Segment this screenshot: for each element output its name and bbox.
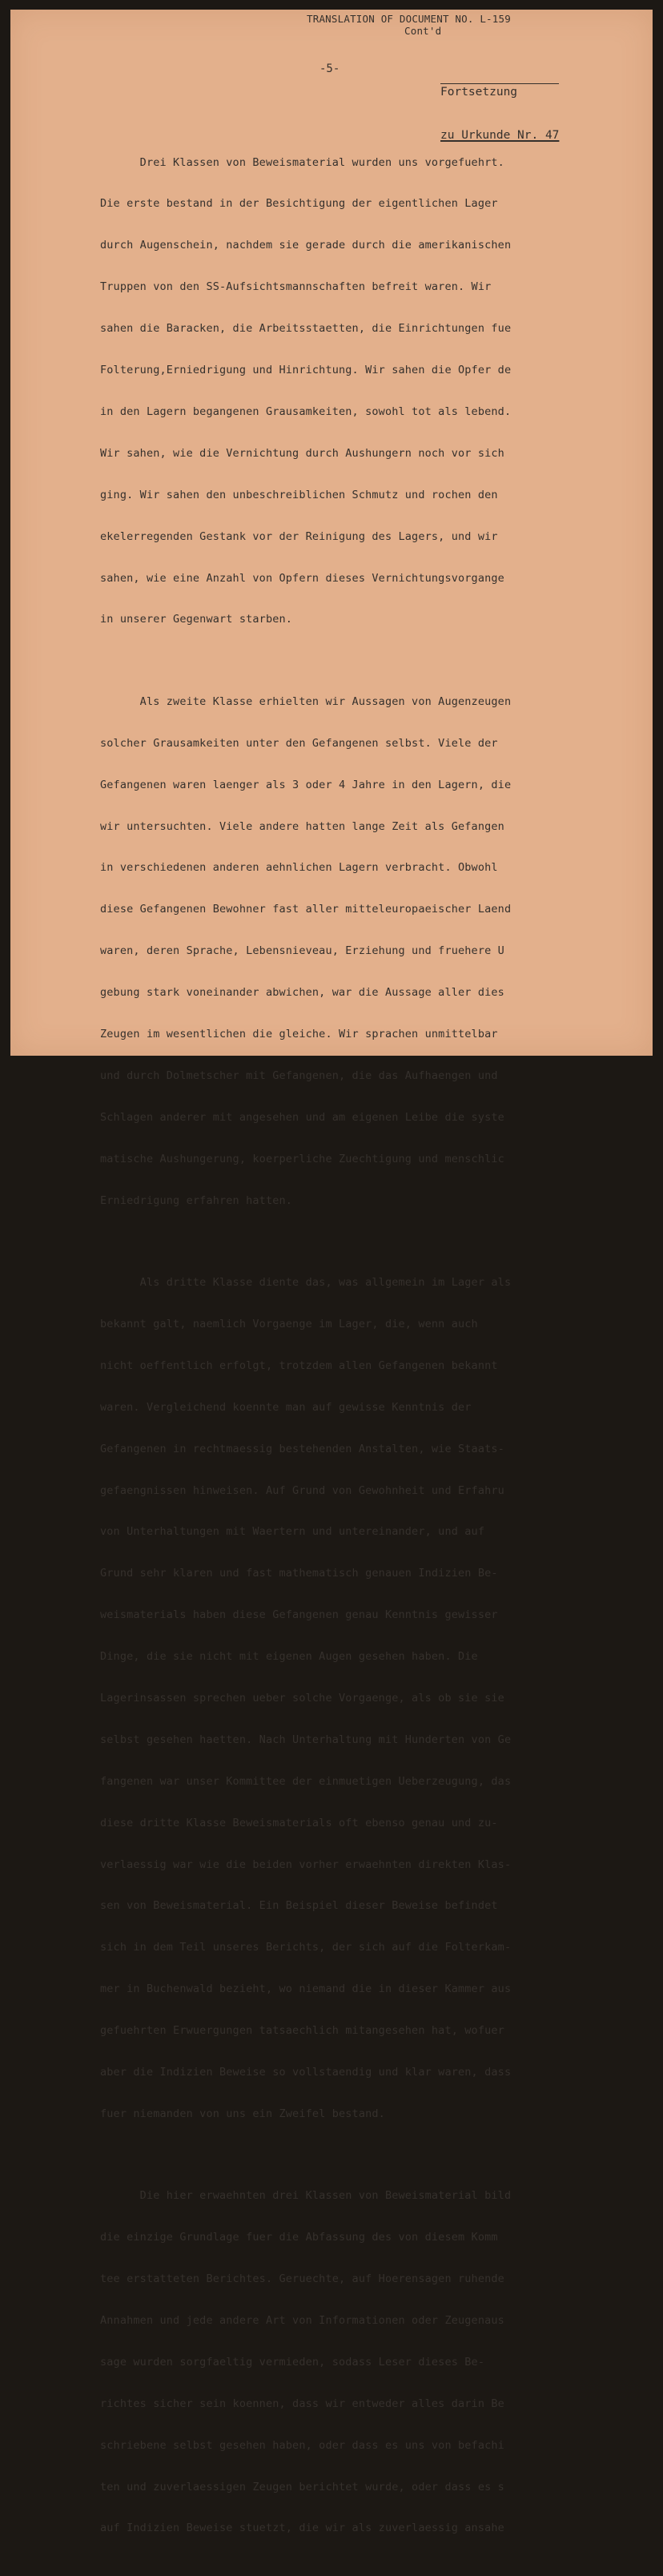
text-line: durch Augenschein, nachdem sie gerade durch die amerikanischen [100,239,512,252]
paragraph-2 [10,667,653,1235]
text-line: sich in dem Teil unseres Berichts, der sich auf die Folterkam- [100,1941,512,1954]
text-line: fuer niemanden von uns ein Zweifel bestand. [100,2107,385,2120]
text-line: gefaengnissen hinweisen. Auf Grund von Gewohnheit und Erfahru [100,1483,504,1497]
text-line: Gefangenen waren laenger als 3 oder 4 Jahre in den Lagern, die [100,778,512,791]
text-line: gefuehrten Erwuergungen tatsaechlich mitangesehen hat, wofuer [100,2024,504,2038]
text-line: sen von Beweismaterial. Ein Beispiel dieser Beweise befindet [100,1899,498,1913]
translation-header-title: TRANSLATION OF DOCUMENT NO. L-159 [307,13,511,25]
text-line: Lagerinsassen sprechen ueber solche Vorgaenge, als ob sie sie [100,1691,504,1705]
text-line: Als zweite Klasse erhielten wir Aussagen von Augenzeugen [100,694,512,708]
page-number: -5- [319,62,340,75]
text-line: schriebene selbst gesehen haben, oder dass es uns von befachi [100,2438,504,2452]
translation-header-contd: Cont'd [404,25,442,37]
text-line: bekannt galt, naemlich Vorgaenge im Lager, die, wenn auch [100,1317,478,1330]
text-line: ging. Wir sahen den unbeschreiblichen Schmutz und rochen den [100,488,498,501]
document-page [10,10,653,2535]
text-line: wir untersuchten. Viele andere hatten lange Zeit als Gefangen [100,819,504,833]
text-line: Annahmen und jede andere Art von Informationen oder Zeugenaus [100,2314,504,2328]
text-line: Dinge, die sie nicht mit eigenen Augen gesehen haben. Die [100,1650,478,1664]
text-line: diese Gefangenen Bewohner fast aller mitteleuropaeischer Laend [100,903,512,916]
text-line: diese dritte Klasse Beweismaterials oft ebenso genau und zu- [100,1816,498,1829]
text-line: verlaessig war wie die beiden vorher erwaehnten direkten Klas- [100,1858,512,1871]
text-line: Erniedrigung erfahren hatten. [100,1193,293,1207]
text-line: ekelerregenden Gestank vor der Reinigung des Lagers, und wir [100,529,498,543]
text-line: Truppen von den SS-Aufsichtsmannschaften befreit waren. Wir [100,280,492,294]
text-line: in unserer Gegenwart starben. [100,613,293,626]
text-line: solcher Grausamkeiten unter den Gefangenen selbst. Viele der [100,736,498,750]
text-line: Die hier erwaehnten drei Klassen von Beweismaterial bild [100,2189,512,2203]
text-line: nicht oeffentlich erfolgt, trotzdem allen Gefangenen bekannt [100,1358,498,1372]
text-line: waren. Vergleichend koennte man auf gewisse Kenntnis der [100,1400,472,1414]
text-line: Folterung,Erniedrigung und Hinrichtung. Wir sahen die Opfer de [100,364,512,377]
text-line: ten und zuverlaessigen Zeugen berichtet wurde, oder dass es s [100,2480,504,2493]
text-line: weismaterials haben diese Gefangenen genau Kenntnis gewisser [100,1608,498,1622]
paragraph-1 [10,128,653,654]
text-line: sahen die Baracken, die Arbeitsstaetten, die Einrichtungen fue [100,322,512,336]
text-line: Schlagen anderer mit angesehen und am eigenen Leibe die syste [100,1110,504,1124]
text-line: richtes sicher sein koennen, dass wir entweder alles darin Be [100,2397,504,2410]
text-line: tee erstatteten Berichtes. Geruechte, auf Hoerensagen ruhende [100,2272,504,2286]
reference-line-2: zu Urkunde Nr. 47 [440,129,560,142]
reference-line-1: Fortsetzung [440,83,559,99]
paragraph-4 [10,2162,653,2564]
text-line: Gefangenen in rechtmaessig bestehenden Anstalten, wie Staats- [100,1442,504,1455]
text-line: Wir sahen, wie die Vernichtung durch Aushungern noch vor sich [100,446,504,460]
text-line: sage wurden sorgfaeltig vermieden, sodass Leser dieses Be- [100,2355,485,2369]
text-line: matische Aushungerung, koerperliche Zuechtigung und menschlic [100,1152,504,1165]
paragraph-3 [10,1248,653,2148]
text-line: in verschiedenen anderen aehnlichen Lagern verbracht. Obwohl [100,861,498,875]
text-line: Grund sehr klaren und fast mathematisch genauen Indizien Be- [100,1567,498,1580]
text-line: aber die Indizien Beweise so vollstaendig und klar waren, dass [100,2065,512,2079]
text-line: auf Indizien Beweise stuetzt, die wir als zuverlaessig ansahe [100,2522,504,2535]
text-line: Die erste bestand in der Besichtigung der eigentlichen Lager [100,197,498,211]
text-line: selbst gesehen haetten. Nach Unterhaltung mit Hunderten von Ge [100,1733,512,1746]
text-line: fangenen war unser Kommittee der einmuetigen Ueberzeugung, das [100,1774,512,1788]
text-line: die einzige Grundlage fuer die Abfassung des von diesem Komm [100,2231,498,2244]
text-line: von Unterhaltungen mit Waertern und untereinander, und auf [100,1525,485,1539]
text-line: und durch Dolmetscher mit Gefangenen, die das Aufhaengen und [100,1069,498,1082]
text-line: Drei Klassen von Beweismaterial wurden uns vorgefuehrt. [100,155,504,169]
text-line: gebung stark voneinander abwichen, war die Aussage aller dies [100,986,504,1000]
text-line: waren, deren Sprache, Lebensnieveau, Erziehung und fruehere U [100,944,504,958]
text-line: Als dritte Klasse diente das, was allgemein im Lager als [100,1276,512,1290]
text-line: mer in Buchenwald bezieht, wo niemand die in dieser Kammer aus [100,1982,512,1996]
text-line: Zeugen im wesentlichen die gleiche. Wir sprachen unmittelbar [100,1028,498,1040]
text-line: sahen, wie eine Anzahl von Opfern dieses Vernichtungsvorgange [100,571,504,585]
text-line: in den Lagern begangenen Grausamkeiten, sowohl tot als lebend. [100,405,512,418]
body-text [10,128,653,2576]
